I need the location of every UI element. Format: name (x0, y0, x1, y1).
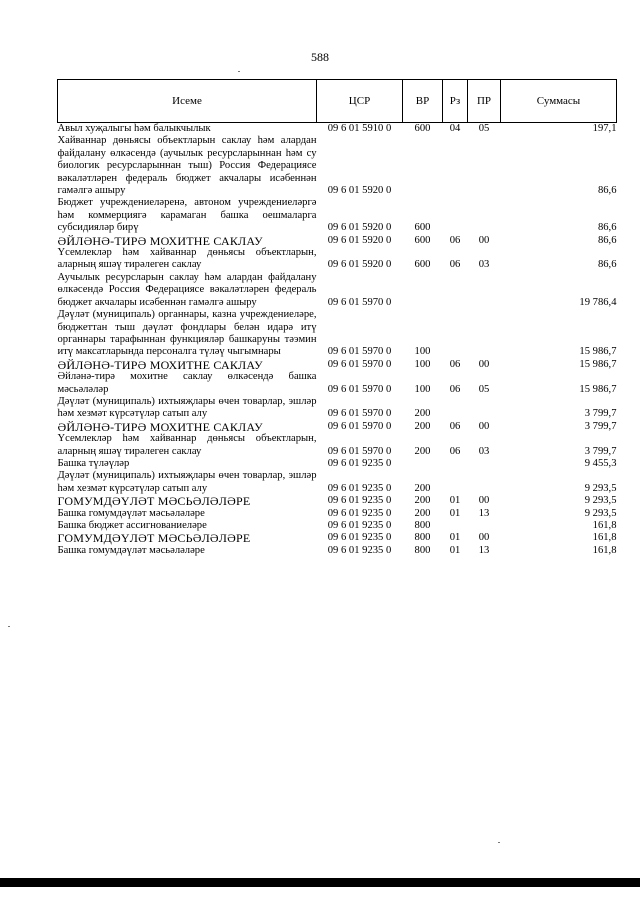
cell-rz (443, 309, 468, 359)
table-row (58, 545, 617, 557)
cell-vr (403, 135, 443, 197)
cell-rz: 01 (449, 544, 461, 556)
cell-vr: 800 (414, 532, 431, 544)
cell-name (58, 495, 317, 507)
cell-pr (468, 135, 501, 197)
cell-pr: 00 (478, 495, 490, 507)
cell-vr (403, 272, 443, 309)
cell-name (58, 396, 317, 421)
scan-speck (8, 626, 10, 627)
cell-csr: 09 6 01 9235 0 (327, 544, 392, 556)
section-heading-row (58, 495, 617, 507)
cell-name (58, 359, 317, 371)
cell-vr: 800 (414, 544, 431, 556)
cell-csr: 09 6 01 5920 0 (327, 185, 392, 197)
cell-pr (468, 309, 501, 359)
cell-rz: 06 (449, 259, 461, 271)
cell-name (58, 458, 317, 470)
item-name-text: ГОМУМДӘҮЛӘТ МӘСЬӘЛӘЛӘРЕ (57, 531, 251, 546)
table-row (58, 247, 617, 272)
table-row (58, 508, 617, 520)
cell-sum: 15 986,7 (579, 358, 617, 370)
cell-csr: 09 6 01 9235 0 (327, 482, 392, 494)
budget-table (57, 79, 617, 557)
cell-csr: 09 6 01 9235 0 (327, 457, 392, 469)
cell-csr: 09 6 01 9235 0 (327, 495, 392, 507)
cell-rz (443, 458, 468, 470)
cell-name (58, 545, 317, 557)
cell-sum: 9 293,5 (584, 507, 617, 519)
scan-speck (238, 71, 240, 72)
cell-name (58, 123, 317, 136)
cell-sum: 197,1 (592, 123, 617, 134)
item-name-text: Авыл хуҗалыгы һәм балыкчылык (57, 123, 211, 134)
cell-pr: 13 (478, 544, 490, 556)
cell-csr: 09 6 01 5970 0 (327, 408, 392, 420)
cell-csr: 09 6 01 5970 0 (327, 346, 392, 358)
cell-pr (468, 197, 501, 234)
cell-name (58, 532, 317, 544)
cell-csr: 09 6 01 5970 0 (327, 383, 392, 395)
cell-rz: 06 (449, 445, 461, 457)
cell-sum: 161,8 (592, 544, 617, 556)
cell-csr: 09 6 01 5910 0 (327, 123, 392, 134)
cell-sum: 9 293,5 (584, 495, 617, 507)
table-row (58, 197, 617, 234)
section-heading-row (58, 359, 617, 371)
cell-name (58, 135, 317, 197)
cell-rz: 06 (449, 420, 461, 432)
table-row (58, 135, 617, 197)
cell-sum: 86,6 (597, 222, 617, 234)
cell-rz (443, 470, 468, 495)
cell-sum: 161,8 (592, 532, 617, 544)
cell-sum: 15 986,7 (579, 346, 617, 358)
table-header-row (58, 80, 617, 123)
section-heading-row (58, 532, 617, 544)
table-row (58, 433, 617, 458)
cell-rz: 06 (449, 234, 461, 246)
table-row (58, 309, 617, 359)
item-name-text: Хайваннар дөньясы объектларын саклау һәм алардан файдалану өлкәсендә (аучылык ресурсларыннан һәм су биологик ресурсларыннан тыш) Россия Федерациясе вәкаләтләрен федераль бюджет акчалары исәбеннән гамәлгә ашыру (57, 135, 317, 197)
page-number: 588 (311, 50, 329, 64)
header-csr: ЦСР (317, 80, 403, 123)
item-name-text: Дәүләт (муниципаль) ихтыяҗлары өчен товарлар, эшләр һәм хезмәт күрсәтүләр сатып алу (57, 395, 317, 420)
cell-name (58, 470, 317, 495)
item-name-text: ӘЙЛӘНӘ-ТИРӘ МОХИТНЕ САКЛАУ (57, 357, 263, 372)
cell-csr: 09 6 01 5920 0 (327, 234, 392, 246)
cell-rz: 01 (449, 507, 461, 519)
table-row (58, 123, 617, 136)
cell-vr: 600 (414, 259, 431, 271)
cell-vr: 600 (414, 123, 431, 134)
cell-name (58, 197, 317, 234)
cell-pr: 00 (478, 420, 490, 432)
cell-csr: 09 6 01 5970 0 (327, 296, 392, 308)
cell-sum: 86,6 (597, 234, 617, 246)
cell-pr (468, 470, 501, 495)
cell-vr: 200 (414, 408, 431, 420)
cell-pr: 00 (478, 234, 490, 246)
cell-pr: 03 (478, 259, 490, 271)
cell-csr: 09 6 01 5920 0 (327, 222, 392, 234)
header-rz: Рз (443, 80, 468, 123)
item-name-text: ӘЙЛӘНӘ-ТИРӘ МОХИТНЕ САКЛАУ (57, 419, 263, 434)
cell-vr (403, 458, 443, 470)
item-name-text: Үсемлекләр һәм хайваннар дөньясы объектларын, аларның яшәү тирәлеген саклау (57, 433, 317, 457)
cell-rz: 04 (449, 123, 461, 134)
cell-sum: 3 799,7 (584, 445, 617, 457)
cell-vr: 100 (414, 383, 431, 395)
item-name-text: Башка гомумдәүләт мәсьәләләре (57, 544, 205, 556)
item-name-text: Дәүләт (муниципаль) ихтыяҗлары өчен товарлар, эшләр һәм хезмәт күрсәтүләр сатып алу (57, 470, 317, 494)
item-name-text: Үсемлекләр һәм хайваннар дөньясы объектларын, аларның яшәү тирәлеген саклау (57, 247, 317, 271)
cell-sum: 86,6 (597, 259, 617, 271)
item-name-text: Башка түләүләр (57, 457, 130, 469)
table-row (58, 396, 617, 421)
cell-name (58, 421, 317, 433)
cell-rz (443, 520, 468, 532)
cell-rz: 06 (449, 358, 461, 370)
cell-name (58, 508, 317, 520)
item-name-text: Аучылык ресурсларын саклау һәм алардан файдалану өлкәсендә Россия Федерациясе вәкаләтләрен федераль бюджет акчалары исәбеннән гамәлгә ашыру (57, 271, 317, 308)
cell-pr: 00 (478, 358, 490, 370)
table-row (58, 470, 617, 495)
header-pr: ПР (468, 80, 501, 123)
cell-sum: 9 293,5 (584, 482, 617, 494)
cell-csr: 09 6 01 9235 0 (327, 507, 392, 519)
cell-vr: 600 (414, 222, 431, 234)
cell-pr (468, 520, 501, 532)
section-heading-row (58, 421, 617, 433)
cell-vr: 200 (414, 507, 431, 519)
header-vr: ВР (403, 80, 443, 123)
table-row (58, 371, 617, 396)
cell-name (58, 309, 317, 359)
item-name-text: Әйләнә-тирә мохитне саклау өлкәсендә башка мәсьәләләр (57, 371, 317, 395)
cell-csr: 09 6 01 9235 0 (327, 520, 392, 531)
section-heading-row (58, 235, 617, 247)
cell-vr: 100 (414, 346, 431, 358)
cell-vr: 200 (414, 420, 431, 432)
table-body (58, 123, 617, 558)
cell-pr (468, 458, 501, 470)
table-row (58, 272, 617, 309)
cell-pr: 05 (478, 123, 490, 134)
cell-pr: 05 (478, 383, 490, 395)
cell-sum: 86,6 (597, 185, 617, 197)
cell-vr: 600 (414, 234, 431, 246)
cell-sum: 3 799,7 (584, 408, 617, 420)
cell-pr (468, 272, 501, 309)
cell-rz (443, 197, 468, 234)
cell-sum: 19 786,4 (579, 296, 617, 308)
header-name: Исеме (58, 80, 317, 123)
cell-vr: 200 (414, 482, 431, 494)
cell-pr: 13 (478, 507, 490, 519)
cell-pr (468, 396, 501, 421)
cell-sum: 15 986,7 (579, 383, 617, 395)
cell-csr: 09 6 01 9235 0 (327, 532, 392, 544)
cell-vr: 100 (414, 358, 431, 370)
cell-rz: 01 (449, 532, 461, 544)
cell-csr: 09 6 01 5970 0 (327, 445, 392, 457)
cell-rz: 06 (449, 383, 461, 395)
cell-rz: 01 (449, 495, 461, 507)
cell-rz (443, 396, 468, 421)
cell-sum: 9 455,3 (584, 457, 617, 469)
budget-table-container (57, 79, 616, 557)
cell-csr: 09 6 01 5970 0 (327, 358, 392, 370)
cell-rz (443, 135, 468, 197)
item-name-text: Башка бюджет ассигнованиеләре (57, 520, 207, 531)
cell-name (58, 371, 317, 396)
cell-vr: 800 (414, 520, 431, 531)
item-name-text: ГОМУМДӘҮЛӘТ МӘСЬӘЛӘЛӘРЕ (57, 494, 251, 509)
cell-pr: 00 (478, 532, 490, 544)
cell-name (58, 235, 317, 247)
cell-sum: 161,8 (592, 520, 617, 531)
item-name-text: Бюджет учреждениеләренә, автоном учреждениеләргә һәм коммерциягә карамаган башка оешмаларга субсидияләр бирү (57, 197, 317, 234)
cell-vr: 200 (414, 445, 431, 457)
cell-name (58, 272, 317, 309)
item-name-text: ӘЙЛӘНӘ-ТИРӘ МОХИТНЕ САКЛАУ (57, 233, 263, 248)
cell-csr: 09 6 01 5970 0 (327, 420, 392, 432)
table-row (58, 458, 617, 470)
cell-vr: 200 (414, 495, 431, 507)
cell-sum: 3 799,7 (584, 420, 617, 432)
scan-edge-bar (0, 878, 640, 887)
scan-speck (498, 842, 500, 843)
header-sum: Суммасы (501, 80, 617, 123)
cell-name (58, 247, 317, 272)
cell-rz (443, 272, 468, 309)
cell-csr: 09 6 01 5920 0 (327, 259, 392, 271)
cell-pr: 03 (478, 445, 490, 457)
item-name-text: Дәүләт (муниципаль) органнары, казна учреждениеләре, бюджеттан тыш дәүләт фондлары белән идарә итү органнары тарафыннан функцияләр башкаруны тәэмин итү максатларында персоналга түләү чыгымнары (57, 309, 317, 358)
item-name-text: Башка гомумдәүләт мәсьәләләре (57, 507, 205, 519)
cell-name (58, 433, 317, 458)
